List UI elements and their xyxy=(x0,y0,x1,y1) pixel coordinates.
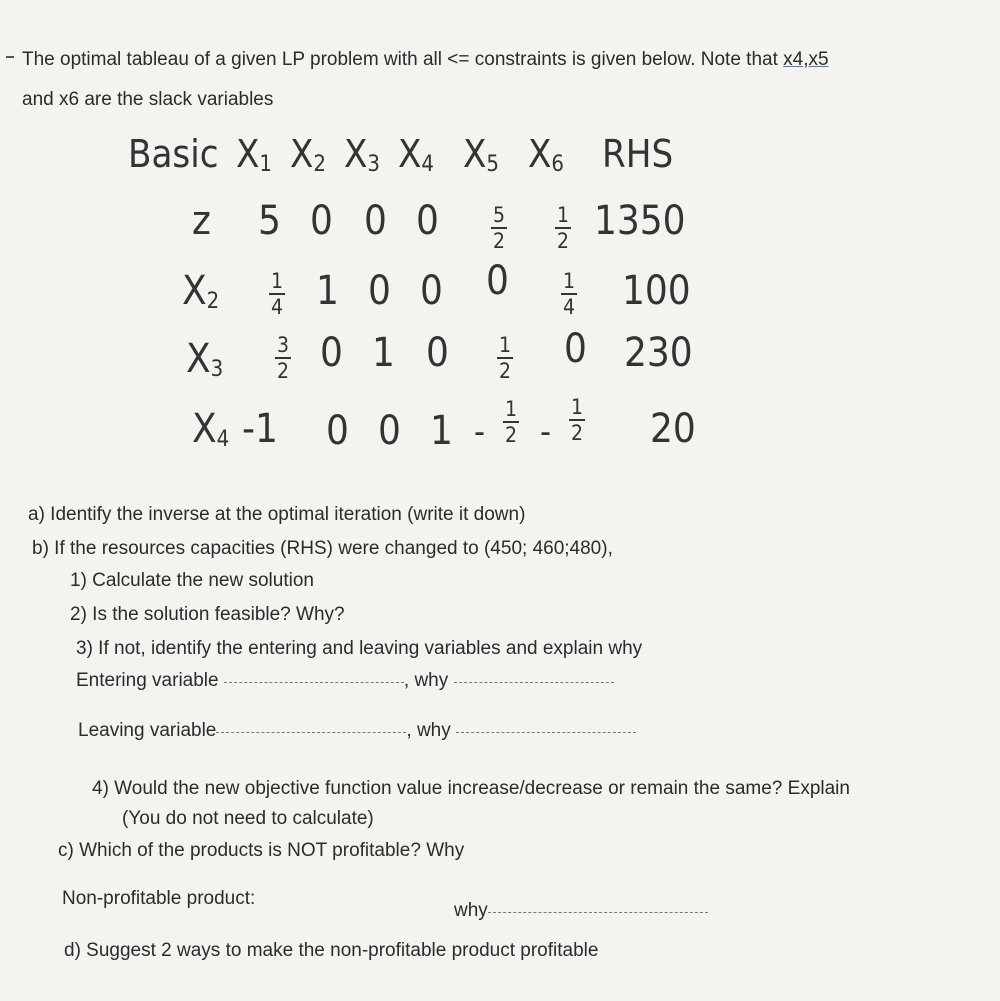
row-x3-x3: 1 xyxy=(372,330,395,376)
intro-text xyxy=(22,40,922,120)
question-d: d) Suggest 2 ways to make the non-profitable product profitable xyxy=(64,940,599,961)
question-b4: 4) Would the new objective function value increase/decrease or remain the same? Explain xyxy=(92,778,850,799)
nonprofit-why-label: why xyxy=(454,900,488,921)
question-b1: 1) Calculate the new solution xyxy=(70,570,314,591)
bullet-dash xyxy=(6,56,14,58)
row-x3-rhs: 230 xyxy=(624,330,693,376)
row-x4-x5: 1 2 xyxy=(504,397,518,447)
header-x2: X2 xyxy=(290,132,327,177)
row-x3-x2: 0 xyxy=(320,330,343,376)
header-x3: X3 xyxy=(344,132,381,177)
header-x6: X6 xyxy=(528,132,565,177)
row-x2-x6: 1 4 xyxy=(562,269,576,319)
question-c: c) Which of the products is NOT profitable? Why xyxy=(58,840,465,861)
row-x4-x4: 1 xyxy=(430,408,453,454)
row-x4-rhs: 20 xyxy=(650,406,696,452)
row-x2-x3: 0 xyxy=(368,268,391,314)
row-z-x6: 1 2 xyxy=(556,203,570,253)
row-x4-x3: 0 xyxy=(378,408,401,454)
row-x4-x6: 1 2 xyxy=(570,395,584,445)
question-b4-note: (You do not need to calculate) xyxy=(122,808,374,829)
entering-variable-label: Entering variable xyxy=(76,670,219,691)
question-b2: 2) Is the solution feasible? Why? xyxy=(70,604,345,625)
row-x2-x1: 1 4 xyxy=(270,269,284,319)
intro-line-2: and x6 are the slack variables xyxy=(22,89,274,110)
row-x2-x2: 1 xyxy=(316,268,339,314)
nonprofit-why-line xyxy=(454,900,708,922)
leaving-variable-line: Leaving variable , why xyxy=(78,720,636,742)
leaving-why-label: why xyxy=(416,720,451,741)
row-x2-x5: 0 xyxy=(486,258,509,304)
entering-variable-blank[interactable] xyxy=(224,682,404,683)
row-x3-x1: 3 2 xyxy=(276,333,290,383)
row-x4-x5-sign: - xyxy=(474,412,486,452)
nonprofit-why-blank[interactable] xyxy=(488,912,708,913)
header-x4: X4 xyxy=(398,132,435,177)
question-b3: 3) If not, identify the entering and leaving variables and explain why xyxy=(76,638,643,659)
entering-variable-line: Entering variable , why xyxy=(76,670,614,692)
row-x3-basic: X3 xyxy=(186,336,224,382)
question-a: a) Identify the inverse at the optimal iteration (write it down) xyxy=(28,504,526,525)
row-z-x3: 0 xyxy=(364,198,387,244)
row-z-rhs: 1350 xyxy=(594,198,686,244)
row-x4-x1: -1 xyxy=(242,406,278,452)
header-rhs: RHS xyxy=(602,132,674,176)
header-x1: X1 xyxy=(236,132,273,177)
entering-why-blank[interactable] xyxy=(454,682,614,683)
entering-why-label: why xyxy=(414,670,449,691)
leaving-variable-label: Leaving variable xyxy=(78,720,217,741)
row-z-x5: 5 2 xyxy=(492,203,506,253)
slack-variable-names: x4,x5 xyxy=(783,49,829,70)
nonprofit-product-label: Non-profitable product: xyxy=(62,888,256,909)
row-z-basic: z xyxy=(192,198,211,244)
leaving-variable-blank[interactable] xyxy=(216,732,406,733)
row-x2-rhs: 100 xyxy=(622,268,691,314)
row-z-x2: 0 xyxy=(310,198,333,244)
header-basic: Basic xyxy=(128,132,219,176)
row-x4-x2: 0 xyxy=(326,408,349,454)
row-x2-basic: X2 xyxy=(182,268,220,314)
row-z-x4: 0 xyxy=(416,198,439,244)
row-x3-x6: 0 xyxy=(564,326,587,372)
header-x5: X5 xyxy=(463,132,500,177)
row-x3-x4: 0 xyxy=(426,330,449,376)
leaving-why-blank[interactable] xyxy=(456,732,636,733)
question-b: b) If the resources capacities (RHS) were changed to (450; 460;480), xyxy=(32,538,613,559)
intro-line-1: The optimal tableau of a given LP problem with all <= constraints is given below. Note that x4,x5 xyxy=(22,49,829,70)
row-z-x1: 5 xyxy=(258,198,281,244)
row-x4-x6-sign: - xyxy=(540,412,552,452)
row-x3-x5: 1 2 xyxy=(498,333,512,383)
row-x4-basic: X4 xyxy=(192,406,230,452)
row-x2-x4: 0 xyxy=(420,268,443,314)
